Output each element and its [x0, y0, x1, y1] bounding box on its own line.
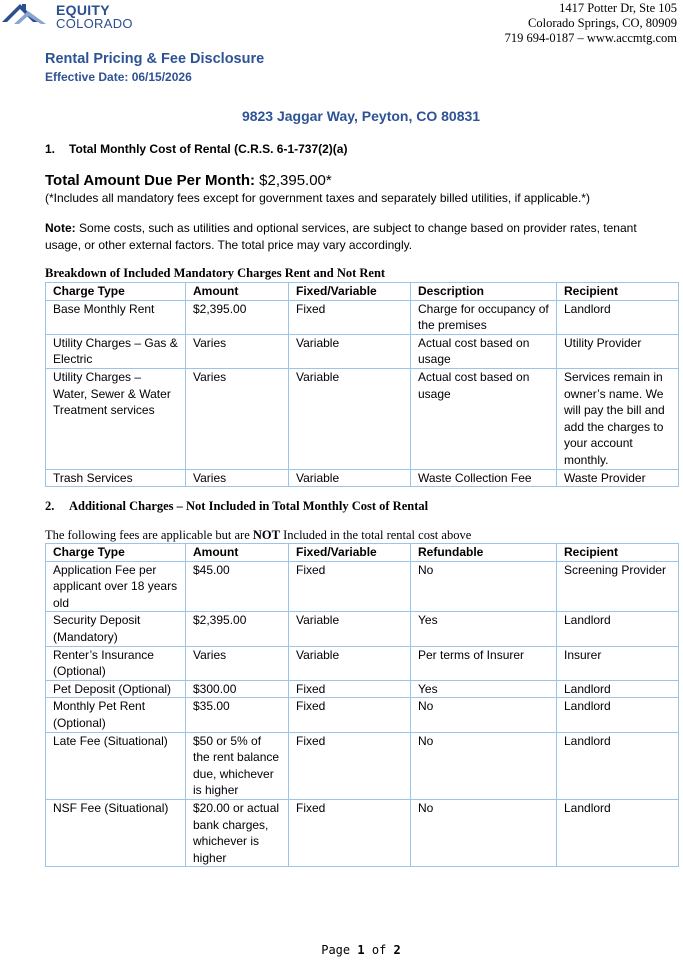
column-header: Recipient: [557, 544, 679, 562]
table-cell: Trash Services: [46, 469, 186, 487]
note-paragraph: [45, 220, 670, 254]
total-includes-note: (*Includes all mandatory fees except for government taxes and separately billed utilities, if applicable.*): [45, 191, 590, 205]
table-row: [46, 680, 679, 698]
table-cell: $2,395.00: [186, 300, 289, 334]
table-cell: No: [411, 732, 557, 799]
table-row: [46, 732, 679, 799]
table-row: [46, 612, 679, 646]
table-row: [46, 300, 679, 334]
table-cell: Landlord: [557, 612, 679, 646]
table-cell: Security Deposit (Mandatory): [46, 612, 186, 646]
table-row: [46, 334, 679, 368]
mandatory-charges-table: [45, 282, 679, 487]
section2-number: 2.: [45, 499, 55, 513]
table-cell: $20.00 or actual bank charges, whichever is higher: [186, 799, 289, 866]
total-amount: [45, 172, 332, 189]
note-label: Note:: [45, 221, 76, 235]
table-row: [46, 469, 679, 487]
table-cell: Waste Provider: [557, 469, 679, 487]
table-cell: Varies: [186, 368, 289, 469]
table-cell: Landlord: [557, 300, 679, 334]
table-header-row: [46, 544, 679, 562]
column-header: Description: [411, 283, 557, 301]
document-title: Rental Pricing & Fee Disclosure: [45, 51, 265, 67]
table-cell: Actual cost based on usage: [411, 334, 557, 368]
table-cell: $2,395.00: [186, 612, 289, 646]
table-cell: Landlord: [557, 680, 679, 698]
table-cell: Fixed: [289, 799, 411, 866]
table-cell: Charge for occupancy of the premises: [411, 300, 557, 334]
address-city: Colorado Springs, CO, 80909: [528, 16, 677, 30]
total-value: $2,395.00*: [259, 172, 332, 189]
table-cell: Variable: [289, 646, 411, 680]
column-header: Charge Type: [46, 544, 186, 562]
table-cell: Fixed: [289, 732, 411, 799]
note-text: Some costs, such as utilities and optional services, are subject to change based on provider rates, tenant usage, or other external factors. The total price may vary accordingly.: [45, 221, 637, 252]
house-roof-icon: [0, 0, 56, 32]
section1-heading: [45, 142, 347, 156]
table-cell: Insurer: [557, 646, 679, 680]
table-row: [46, 646, 679, 680]
table-cell: $50 or 5% of the rent balance due, whichever is higher: [186, 732, 289, 799]
total-label: Total Amount Due Per Month:: [45, 172, 255, 189]
page-total: 2: [393, 943, 401, 957]
table-cell: Varies: [186, 646, 289, 680]
address-street: 1417 Potter Dr, Ste 105: [559, 1, 677, 15]
column-header: Amount: [186, 544, 289, 562]
column-header: Recipient: [557, 283, 679, 301]
table-cell: Yes: [411, 680, 557, 698]
table-row: [46, 698, 679, 732]
table-cell: Fixed: [289, 680, 411, 698]
section1-heading-text: Total Monthly Cost of Rental (C.R.S. 6-1-737(2)(a): [69, 142, 348, 156]
table-cell: Variable: [289, 612, 411, 646]
section2-intro: [45, 528, 471, 543]
table-cell: Varies: [186, 334, 289, 368]
table-cell: Monthly Pet Rent (Optional): [46, 698, 186, 732]
section1-number: 1.: [45, 142, 56, 156]
page-number: 1: [357, 943, 365, 957]
table-cell: $300.00: [186, 680, 289, 698]
section2-heading: [45, 499, 428, 514]
table-row: [46, 799, 679, 866]
table-cell: Late Fee (Situational): [46, 732, 186, 799]
column-header: Fixed/Variable: [289, 283, 411, 301]
intro-text-c: Included in the total rental cost above: [283, 528, 472, 542]
table-cell: Landlord: [557, 698, 679, 732]
of-word: of: [371, 943, 387, 957]
table-cell: NSF Fee (Situational): [46, 799, 186, 866]
table-cell: Application Fee per applicant over 18 years old: [46, 561, 186, 612]
table-row: [46, 561, 679, 612]
logo-wordmark-colorado: COLORADO: [56, 16, 133, 31]
address-contact: 719 694-0187 – www.accmtg.com: [504, 31, 677, 45]
intro-text-not: NOT: [252, 528, 280, 542]
table-cell: Per terms of Insurer: [411, 646, 557, 680]
table-cell: Variable: [289, 334, 411, 368]
table-cell: Utility Charges – Gas & Electric: [46, 334, 186, 368]
table-cell: No: [411, 561, 557, 612]
table-cell: $45.00: [186, 561, 289, 612]
table-row: [46, 368, 679, 469]
table-cell: Fixed: [289, 300, 411, 334]
table-header-row: [46, 283, 679, 301]
effective-date: Effective Date: 06/15/2026: [45, 70, 192, 84]
additional-charges-table: [45, 543, 679, 867]
table-cell: Actual cost based on usage: [411, 368, 557, 469]
table-cell: Landlord: [557, 799, 679, 866]
table-cell: Base Monthly Rent: [46, 300, 186, 334]
table-cell: Waste Collection Fee: [411, 469, 557, 487]
column-header: Amount: [186, 283, 289, 301]
table-cell: No: [411, 698, 557, 732]
table-cell: Utility Charges – Water, Sewer & Water Treatment services: [46, 368, 186, 469]
table-cell: Yes: [411, 612, 557, 646]
intro-text-a: The following fees are applicable but are: [45, 528, 250, 542]
breakdown-title: Breakdown of Included Mandatory Charges Rent and Not Rent: [45, 266, 386, 280]
column-header: Fixed/Variable: [289, 544, 411, 562]
property-address: 9823 Jaggar Way, Peyton, CO 80831: [241, 108, 481, 124]
page-word: Page: [321, 943, 351, 957]
column-header: Refundable: [411, 544, 557, 562]
table-cell: Fixed: [289, 698, 411, 732]
logo-wordmark-equity: EQUITY: [56, 2, 110, 18]
page-footer: [0, 943, 683, 957]
table-cell: Utility Provider: [557, 334, 679, 368]
table-cell: Pet Deposit (Optional): [46, 680, 186, 698]
section2-heading-text: Additional Charges – Not Included in Total Monthly Cost of Rental: [69, 499, 429, 513]
table-cell: $35.00: [186, 698, 289, 732]
table-cell: No: [411, 799, 557, 866]
company-address: [505, 1, 677, 46]
table-cell: Landlord: [557, 732, 679, 799]
table-cell: Fixed: [289, 561, 411, 612]
table-cell: Varies: [186, 469, 289, 487]
table-cell: Screening Provider: [557, 561, 679, 612]
table-cell: Renter’s Insurance (Optional): [46, 646, 186, 680]
table-cell: Variable: [289, 368, 411, 469]
table-cell: Variable: [289, 469, 411, 487]
column-header: Charge Type: [46, 283, 186, 301]
company-logo: [0, 0, 150, 34]
table-cell: Services remain in owner’s name. We will pay the bill and add the charges to your account monthly.: [557, 368, 679, 469]
